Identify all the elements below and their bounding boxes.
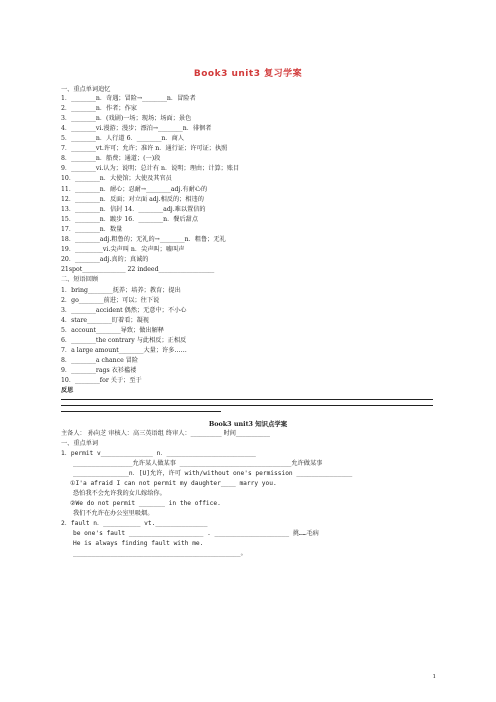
reflection-rule xyxy=(61,399,433,400)
phrase-line: 9．________rags 衣衫褴褛 xyxy=(61,367,137,374)
word-line: 11．________n．耐心；忍耐→________adj.有耐心的 xyxy=(61,186,208,193)
phrase-line: 8．________a chance 冒险 xyxy=(61,357,139,364)
page-number: 1 xyxy=(432,674,436,680)
subtitle: Book3 unit3 知识点学案 xyxy=(208,420,288,428)
word-line: 3．________n．(戏剧)一场；现场；场面；景色 xyxy=(61,115,192,122)
note-line: be one's fault ____________________ . ____________________ 挑……毛病 xyxy=(73,530,319,537)
note-line: 1．permit v______________ n．________________________ xyxy=(61,450,256,457)
word-line: 12．________n．反面；对立面 adj.相反的；相违的 xyxy=(61,196,204,203)
phrase-line: 5．account________导致；做出解释 xyxy=(61,327,164,334)
reflection-label: 反思 xyxy=(61,387,74,394)
phrase-line: 4．stare________盯着看；凝视 xyxy=(61,317,149,324)
word-line: 9．________vi.认为；说明；总计有 n．说明；理由；计算；账目 xyxy=(61,165,240,172)
phrase-line: 3．________accident 偶然；无意中；不小心 xyxy=(61,307,187,314)
preparers-line: 主备人： 孙向芝 审核人：高三英语组 终审人：__________ 时间___________ xyxy=(61,430,270,437)
phrase-line: 7．a large amount________大量；许多…… xyxy=(61,347,187,354)
reflection-rule xyxy=(61,411,221,412)
word-line: 18．________adj.粗鲁的；无礼的→________n．粗鲁；无礼 xyxy=(61,236,226,243)
word-line: 7．________vt.许可；允许；准许 n．通行证；许可证；执照 xyxy=(61,145,228,152)
example-sentence: ①I'a afraid I can not permit my daughter____ marry you. xyxy=(70,480,277,487)
note-line: ________________允许某人做某事 ______________________________允许做某事 xyxy=(73,460,323,467)
word-line: 1．________n．奇遇；冒险→________n．冒险者 xyxy=(61,95,196,102)
phrase-line: 10．________for 关于；至于 xyxy=(61,377,142,384)
note-line: _______________n．[U]允许，许可 with/without one's permission _______________ xyxy=(73,470,353,477)
note-line: _____________________________________________。 xyxy=(73,550,247,557)
example-sentence: He is always finding fault with me. xyxy=(73,540,204,547)
section-heading-words: 一、重点单词追忆 xyxy=(61,86,111,93)
example-translation: 我们不允许在办公室里吸烟。 xyxy=(73,510,154,517)
word-line: 17．________n．数量 xyxy=(61,226,123,233)
phrase-line: 2．go________前进；可以；往下说 xyxy=(61,297,160,304)
word-line: 20．________adj.真的；真诚的 xyxy=(61,256,149,263)
word-line: 21spot______________ 22 indeed__________________ xyxy=(61,266,215,273)
word-line: 8．________n．船费；通道；(一)段 xyxy=(61,155,161,162)
note-line: 2．fault n．__________ vt.______________ xyxy=(61,520,208,527)
section-heading-phrases: 二、短语回顾 xyxy=(61,276,99,283)
section-heading-key-words: 一、重点单词 xyxy=(61,440,99,447)
example-translation: 恐怕我不会允许我的女儿嫁给你。 xyxy=(73,490,166,497)
word-line: 19．_________vi.尖声叫 n．尖声叫；嘘叫声 xyxy=(61,246,185,253)
word-line: 4．________vi.漫游；漫步；漂泊→________n．徘徊者 xyxy=(61,125,212,132)
word-line: 13．________n．信封 14．________adj.难以置信的 xyxy=(61,206,206,213)
reflection-rule xyxy=(61,405,433,406)
phrase-line: 6．________the contrary 与此相反；正相反 xyxy=(61,337,187,344)
example-sentence: ②We do not permit _______ in the office. xyxy=(70,500,221,507)
word-line: 5．________n．人行道 6．________n．商人 xyxy=(61,135,184,142)
word-line: 2．________n．作者；作家 xyxy=(61,105,137,112)
phrase-line: 1．bring________抚养；培养；教育；提出 xyxy=(61,287,181,294)
word-line: 10．________n．大使馆；大使及其官员 xyxy=(61,175,172,182)
page-title: Book3 unit3 复习学案 xyxy=(193,69,303,79)
word-line: 15．________n．踱步 16．________n．餐后甜点 xyxy=(61,216,199,223)
